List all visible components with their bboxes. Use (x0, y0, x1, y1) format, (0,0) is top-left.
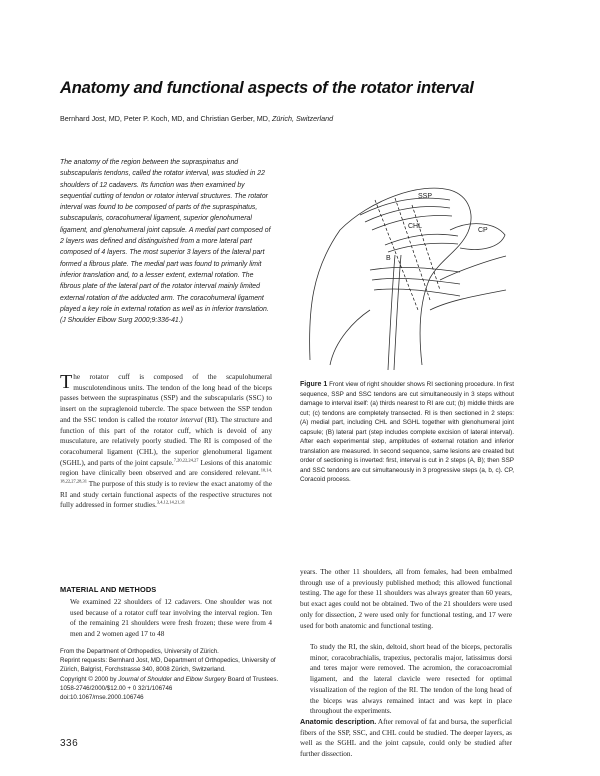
methods-paragraph: We examined 22 shoulders of 12 cadavers. One shoulder was not used because of a rotator cuff tear involving the interval region. Ten of the remaining 21 shoulders were fresh frozen; these were from 4 men and 2 women aged 17 to 48 (70, 598, 272, 639)
intro-paragraph (60, 372, 272, 511)
page-number: 336 (60, 738, 79, 749)
author-names: Bernhard Jost, MD, Peter P. Koch, MD, and Christian Gerber, MD, (60, 114, 270, 123)
label-cp: CP (478, 227, 488, 234)
footnote-doi: doi:10.1067/mse.2000.106746 (60, 694, 144, 702)
footnote-reprint: Reprint requests: Bernhard Jost, MD, Department of Orthopedics, University of Zürich, Balgrist, Forchstrasse 340, 8008 Zürich, Switzerland. (60, 657, 276, 674)
footnote-affiliation: From the Department of Orthopedics, University of Zürich. (60, 648, 219, 655)
author-line (60, 114, 540, 123)
methods-heading: MATERIAL AND METHODS (60, 585, 157, 594)
copyright-board: Board of Trustees. (227, 675, 279, 683)
label-chl: CHL (408, 223, 423, 230)
abstract: The anatomy of the region between the supraspinatus and subscapularis tendons, called the rotator interval, was studied in 22 shoulders of 12 cadavers. Its function was then examined by sequential cutting of tendon or rotator interval structures. The rotator interval was found to be composed of parts of the supraspinatus, subscapularis, coracohumeral ligament, superior glenohumeral ligament, and glenohumeral joint capsule. A medial part composed of 2 layers was defined and distinguished from a more lateral part composed of 4 layers. The most superior 3 layers of the lateral part formed a fibrous plate. The medial part was found to primarily limit inferior translation and, to a lesser extent, external rotation. The fibrous plate of the lateral part of the rotator interval mainly limited external rotation of the adducted arm. The coracohumeral ligament played a key role in external rotation as well as in inferior translation. (J Shoulder Elbow Surg 2000;9:336-41.) (60, 159, 271, 325)
footnote-issn: 1058-2746/2000/$12.00 + 0 32/1/106746 (60, 684, 173, 692)
intro-text-d: The purpose of this study is to review the exact anatomy of the RI and study certain functional aspects of the respective structures not fully addressed in former studies. (60, 480, 272, 510)
anatomic-heading: Anatomic description. (300, 717, 377, 726)
figure-1-caption (300, 380, 514, 485)
right-column-paragraph-1: years. The other 11 shoulders, all from females, had been embalmed through use of a previously published method; this allowed functional testing. The age for these 11 shoulders was always greater than 60 years, but exact ages could not be obtained. Two of the 21 shoulders were used only for dissection, 2 were used only for functional testing, and 17 were used for both anatomic and functional testing. (300, 568, 512, 630)
journal-name: Journal of Shoulder and Elbow Surgery (118, 675, 226, 683)
label-ssp: SSP (418, 193, 433, 200)
caption-text: Front view of right shoulder shows RI sectioning procedure. In first sequence, SSP and SSC tendons are cut simultaneously in 3 steps without damage to interval itself: (a) thirds nearest to RI are cut; (b) middle thirds are cut; (c) tendons are completely transected. RI is then sectioned in 2 steps: (A) medial part, including CHL and SGHL together with glenohumeral joint capsule; (B) lateral part (step includes complete excision of lateral interval). After each experimental step, amplitudes of external rotation and inferior translation are measured. In second sequence, same lesions are created but order of sectioning is inverted: first, interval is cut in 2 steps (A, B); then SSP and SSC tendons are cut simultaneously in 3 progressive steps (a, b, c). CP, Coracoid process. (300, 381, 514, 483)
label-b: B (386, 255, 391, 262)
anatomic-text: After removal of fat and bursa, the superficial fibers of the SSP, SSC, and CHL could be studied. The deeper layers, as well as the SGHL and the joint capsule, could only be studied after further dissection. (300, 718, 512, 759)
shoulder-drawing (300, 160, 514, 374)
right-column-paragraph-2: To study the RI, the skin, deltoid, short head of the biceps, pectoralis minor, coracobrachialis, trapezius, pectoralis major, latissimus dorsi and teres major were removed. The acromion, the coracoacromial ligament, and the lateral clavicle were resected for optimal visualization of the region of the RI. The tendon of the long head of the biceps was always remained intact and was kept in place throughout the experiments. (310, 643, 512, 716)
intro-text-a: he rotator cuff is composed of the scapulohumeral musculotendinous units. The tendon of the long head of the biceps passes between the supraspinatus (SSP) and the subscapularis (SSC) to insert on the supraglenoid tubercle. The space between the SSP tendon and the SSC tendon is called the (60, 373, 272, 424)
anatomic-description-paragraph (300, 717, 512, 760)
ref-superscript: 3,4,12,14,21,31 (156, 500, 185, 506)
intro-text-c: Lesions of this anatomic region have clinically been observed and are considered relevant. (60, 458, 272, 478)
article-title: Anatomy and functional aspects of the rotator interval (60, 79, 474, 97)
intro-term: rotator interval (157, 415, 203, 424)
dropcap: T (60, 371, 73, 393)
footnote-copyright (60, 675, 280, 684)
figure-1-illustration (300, 160, 514, 374)
footnotes (60, 647, 280, 702)
copyright-text: Copyright © 2000 by (60, 675, 119, 683)
ref-superscript: 10,14, 18,22,27,28,31 (60, 467, 272, 484)
caption-label: Figure 1 (300, 381, 328, 388)
ref-superscript: 7,20,22,24,27 (173, 457, 199, 463)
intro-text-b: (RI). The structure and function of this part of the rotator cuff, which is devoid of any musculature, are relatively poorly studied. The RI is composed of the coracohumeral ligament (CHL), the superior glenohumeral ligament (SGHL), and parts of the joint capsule. (60, 415, 272, 467)
author-location: Zürich, Switzerland (271, 114, 334, 123)
